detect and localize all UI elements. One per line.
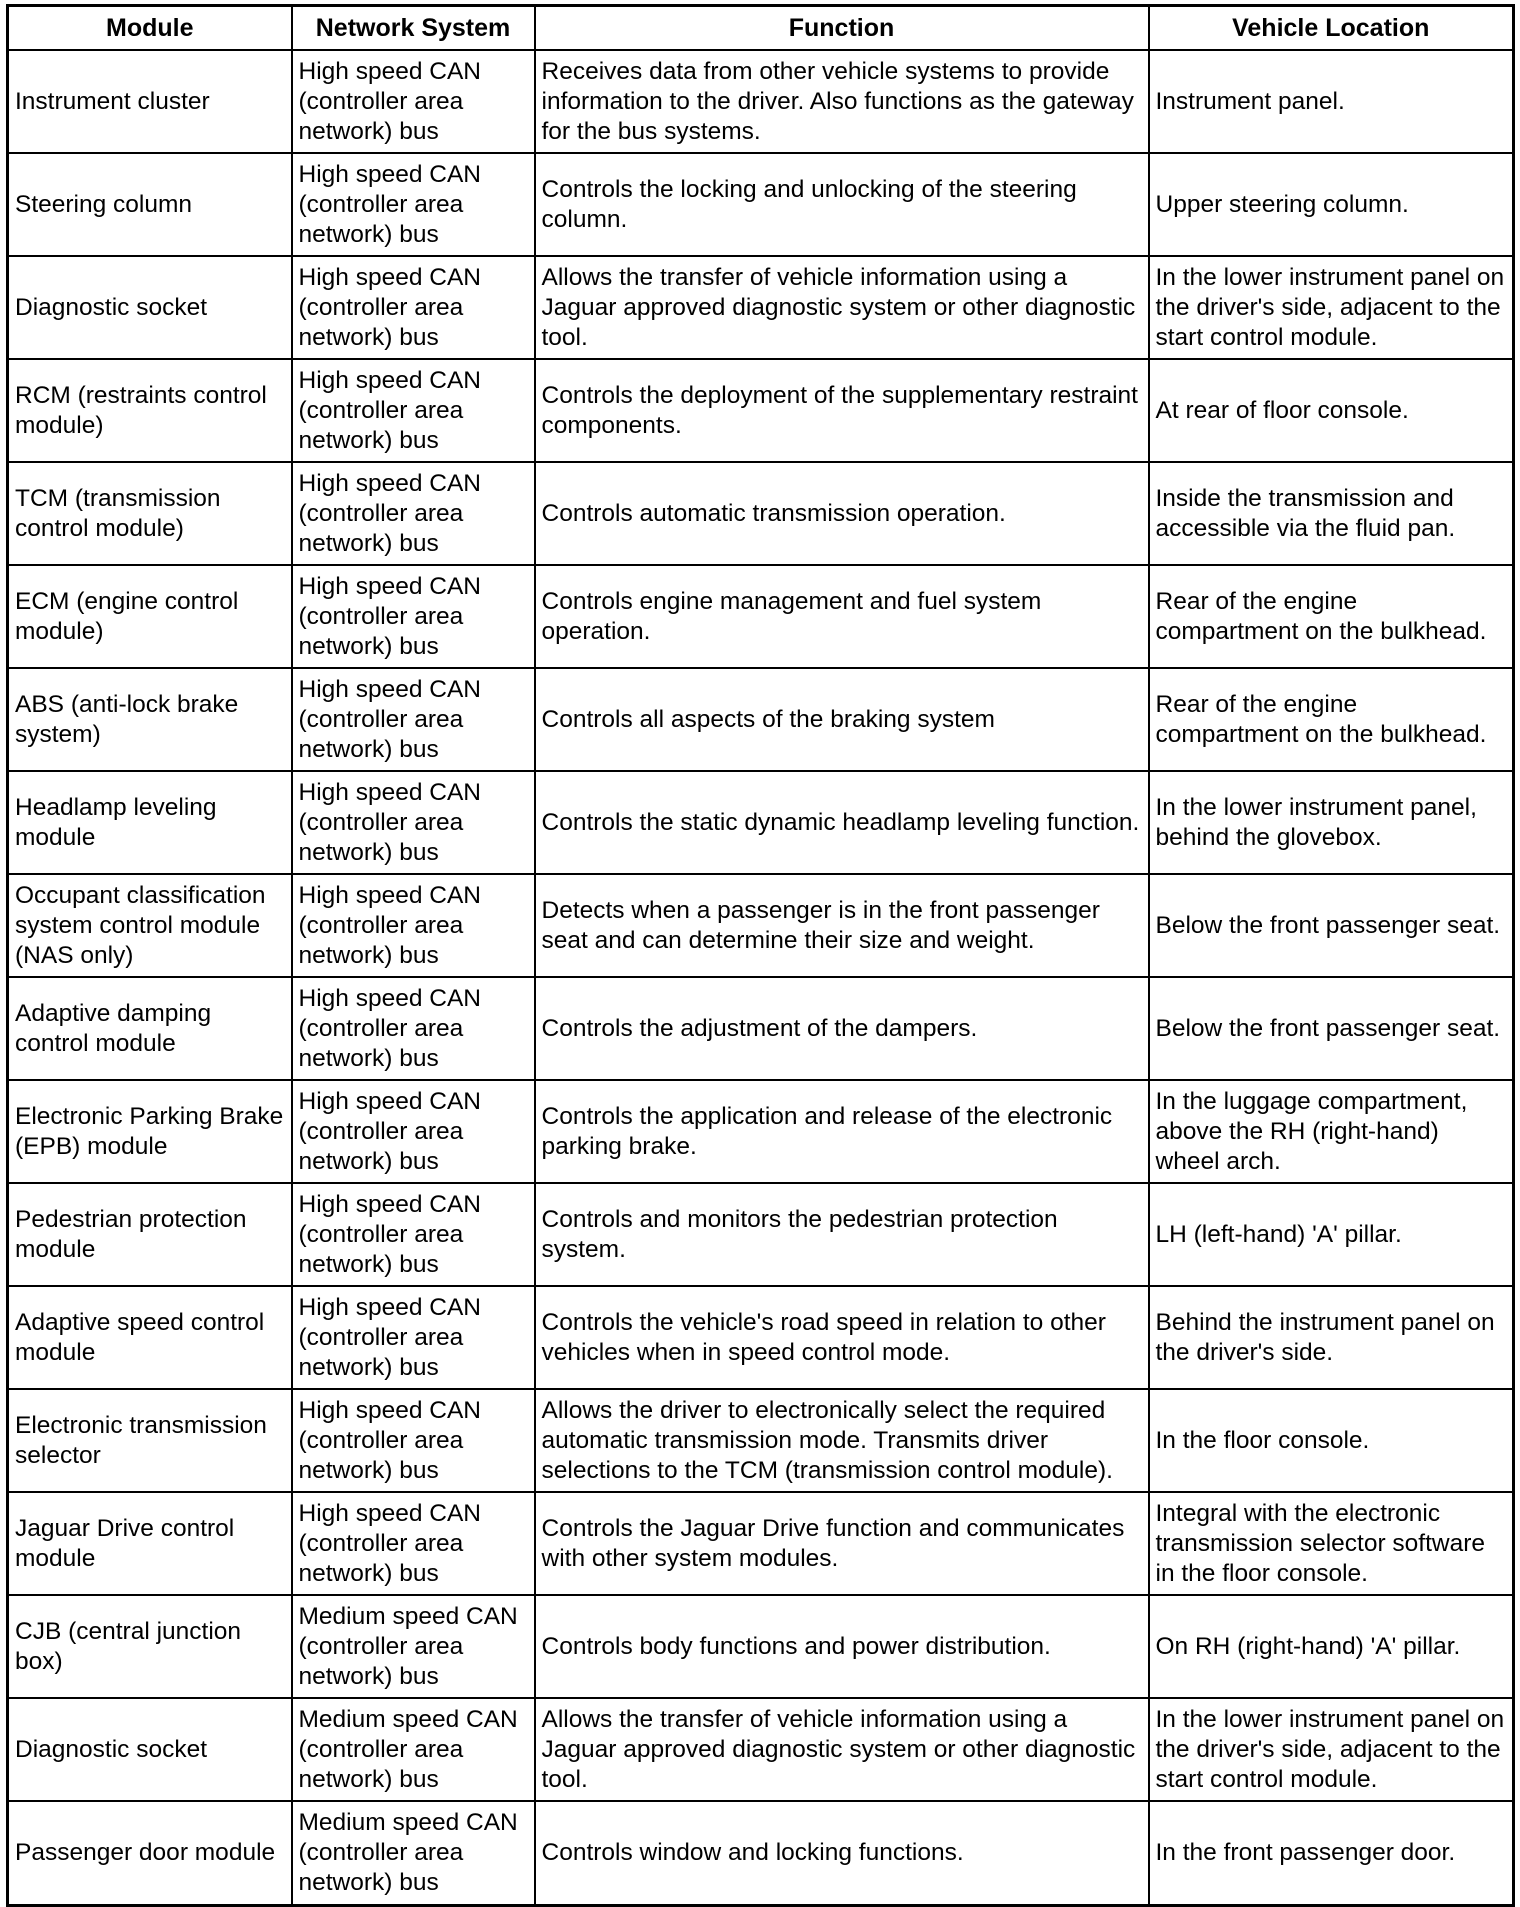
module-cell: ABS (anti-lock brake system) xyxy=(8,668,292,771)
table-row xyxy=(8,1698,1514,1801)
table-row xyxy=(8,1595,1514,1698)
vehicle-location-cell: Below the front passenger seat. xyxy=(1149,874,1514,977)
function-cell: Allows the transfer of vehicle information using a Jaguar approved diagnostic system or other diagnostic tool. xyxy=(535,256,1149,359)
vehicle-location-cell: Upper steering column. xyxy=(1149,153,1514,256)
function-cell: Controls the deployment of the supplementary restraint components. xyxy=(535,359,1149,462)
module-cell: Adaptive damping control module xyxy=(8,977,292,1080)
table-row xyxy=(8,256,1514,359)
table-row xyxy=(8,1183,1514,1286)
module-cell: Instrument cluster xyxy=(8,50,292,153)
vehicle-location-cell: LH (left-hand) 'A' pillar. xyxy=(1149,1183,1514,1286)
header-row xyxy=(8,6,1514,51)
function-cell: Controls the application and release of the electronic parking brake. xyxy=(535,1080,1149,1183)
header-module: Module xyxy=(8,6,292,51)
table-header xyxy=(8,6,1514,51)
vehicle-location-cell: In the lower instrument panel, behind the glovebox. xyxy=(1149,771,1514,874)
table-row xyxy=(8,874,1514,977)
vehicle-location-cell: At rear of floor console. xyxy=(1149,359,1514,462)
function-cell: Controls all aspects of the braking system xyxy=(535,668,1149,771)
module-table xyxy=(6,4,1515,1907)
table-row xyxy=(8,153,1514,256)
module-cell: Pedestrian protection module xyxy=(8,1183,292,1286)
table-row xyxy=(8,977,1514,1080)
module-cell: Adaptive speed control module xyxy=(8,1286,292,1389)
function-cell: Controls engine management and fuel system operation. xyxy=(535,565,1149,668)
header-vehicle-location: Vehicle Location xyxy=(1149,6,1514,51)
network-system-cell: High speed CAN (controller area network) bus xyxy=(292,668,535,771)
vehicle-location-cell: In the lower instrument panel on the driver's side, adjacent to the start control module. xyxy=(1149,1698,1514,1801)
function-cell: Controls automatic transmission operation. xyxy=(535,462,1149,565)
table-body xyxy=(8,50,1514,1905)
table-row xyxy=(8,1492,1514,1595)
function-cell: Controls body functions and power distribution. xyxy=(535,1595,1149,1698)
table-row xyxy=(8,1801,1514,1905)
network-system-cell: High speed CAN (controller area network) bus xyxy=(292,1183,535,1286)
module-cell: ECM (engine control module) xyxy=(8,565,292,668)
network-system-cell: High speed CAN (controller area network) bus xyxy=(292,977,535,1080)
network-system-cell: High speed CAN (controller area network) bus xyxy=(292,153,535,256)
module-cell: Steering column xyxy=(8,153,292,256)
network-system-cell: Medium speed CAN (controller area network) bus xyxy=(292,1801,535,1905)
module-cell: RCM (restraints control module) xyxy=(8,359,292,462)
module-cell: Diagnostic socket xyxy=(8,256,292,359)
network-system-cell: High speed CAN (controller area network) bus xyxy=(292,1492,535,1595)
function-cell: Controls the locking and unlocking of the steering column. xyxy=(535,153,1149,256)
network-system-cell: High speed CAN (controller area network) bus xyxy=(292,1286,535,1389)
module-cell: Headlamp leveling module xyxy=(8,771,292,874)
network-system-cell: High speed CAN (controller area network) bus xyxy=(292,256,535,359)
function-cell: Detects when a passenger is in the front passenger seat and can determine their size and weight. xyxy=(535,874,1149,977)
header-network-system: Network System xyxy=(292,6,535,51)
module-cell: Jaguar Drive control module xyxy=(8,1492,292,1595)
network-system-cell: High speed CAN (controller area network) bus xyxy=(292,462,535,565)
function-cell: Controls the Jaguar Drive function and communicates with other system modules. xyxy=(535,1492,1149,1595)
vehicle-location-cell: Rear of the engine compartment on the bulkhead. xyxy=(1149,668,1514,771)
network-system-cell: High speed CAN (controller area network) bus xyxy=(292,1389,535,1492)
table-row xyxy=(8,771,1514,874)
function-cell: Allows the driver to electronically select the required automatic transmission mode. Transmits driver selections to the TCM (transmission control module). xyxy=(535,1389,1149,1492)
header-function: Function xyxy=(535,6,1149,51)
vehicle-location-cell: In the front passenger door. xyxy=(1149,1801,1514,1905)
table-row xyxy=(8,359,1514,462)
network-system-cell: Medium speed CAN (controller area network) bus xyxy=(292,1698,535,1801)
vehicle-location-cell: In the luggage compartment, above the RH (right-hand) wheel arch. xyxy=(1149,1080,1514,1183)
network-system-cell: High speed CAN (controller area network) bus xyxy=(292,1080,535,1183)
table-row xyxy=(8,668,1514,771)
network-system-cell: High speed CAN (controller area network) bus xyxy=(292,359,535,462)
module-cell: Occupant classification system control module (NAS only) xyxy=(8,874,292,977)
module-cell: CJB (central junction box) xyxy=(8,1595,292,1698)
network-system-cell: High speed CAN (controller area network) bus xyxy=(292,50,535,153)
module-cell: Electronic Parking Brake (EPB) module xyxy=(8,1080,292,1183)
module-cell: Electronic transmission selector xyxy=(8,1389,292,1492)
vehicle-location-cell: Inside the transmission and accessible via the fluid pan. xyxy=(1149,462,1514,565)
table-row xyxy=(8,1080,1514,1183)
vehicle-location-cell: Behind the instrument panel on the driver's side. xyxy=(1149,1286,1514,1389)
function-cell: Controls window and locking functions. xyxy=(535,1801,1149,1905)
network-system-cell: Medium speed CAN (controller area network) bus xyxy=(292,1595,535,1698)
function-cell: Controls the static dynamic headlamp leveling function. xyxy=(535,771,1149,874)
table-row xyxy=(8,1286,1514,1389)
vehicle-location-cell: Below the front passenger seat. xyxy=(1149,977,1514,1080)
module-cell: Passenger door module xyxy=(8,1801,292,1905)
table-row xyxy=(8,1389,1514,1492)
network-system-cell: High speed CAN (controller area network) bus xyxy=(292,565,535,668)
function-cell: Controls the adjustment of the dampers. xyxy=(535,977,1149,1080)
function-cell: Controls the vehicle's road speed in relation to other vehicles when in speed control mode. xyxy=(535,1286,1149,1389)
function-cell: Allows the transfer of vehicle information using a Jaguar approved diagnostic system or other diagnostic tool. xyxy=(535,1698,1149,1801)
network-system-cell: High speed CAN (controller area network) bus xyxy=(292,874,535,977)
vehicle-location-cell: Instrument panel. xyxy=(1149,50,1514,153)
module-cell: Diagnostic socket xyxy=(8,1698,292,1801)
table-row xyxy=(8,565,1514,668)
function-cell: Receives data from other vehicle systems to provide information to the driver. Also functions as the gateway for the bus systems. xyxy=(535,50,1149,153)
function-cell: Controls and monitors the pedestrian protection system. xyxy=(535,1183,1149,1286)
module-cell: TCM (transmission control module) xyxy=(8,462,292,565)
table-row xyxy=(8,50,1514,153)
vehicle-location-cell: In the floor console. xyxy=(1149,1389,1514,1492)
vehicle-location-cell: Integral with the electronic transmission selector software in the floor console. xyxy=(1149,1492,1514,1595)
table-row xyxy=(8,462,1514,565)
vehicle-location-cell: In the lower instrument panel on the driver's side, adjacent to the start control module. xyxy=(1149,256,1514,359)
vehicle-location-cell: Rear of the engine compartment on the bulkhead. xyxy=(1149,565,1514,668)
vehicle-location-cell: On RH (right-hand) 'A' pillar. xyxy=(1149,1595,1514,1698)
network-system-cell: High speed CAN (controller area network) bus xyxy=(292,771,535,874)
